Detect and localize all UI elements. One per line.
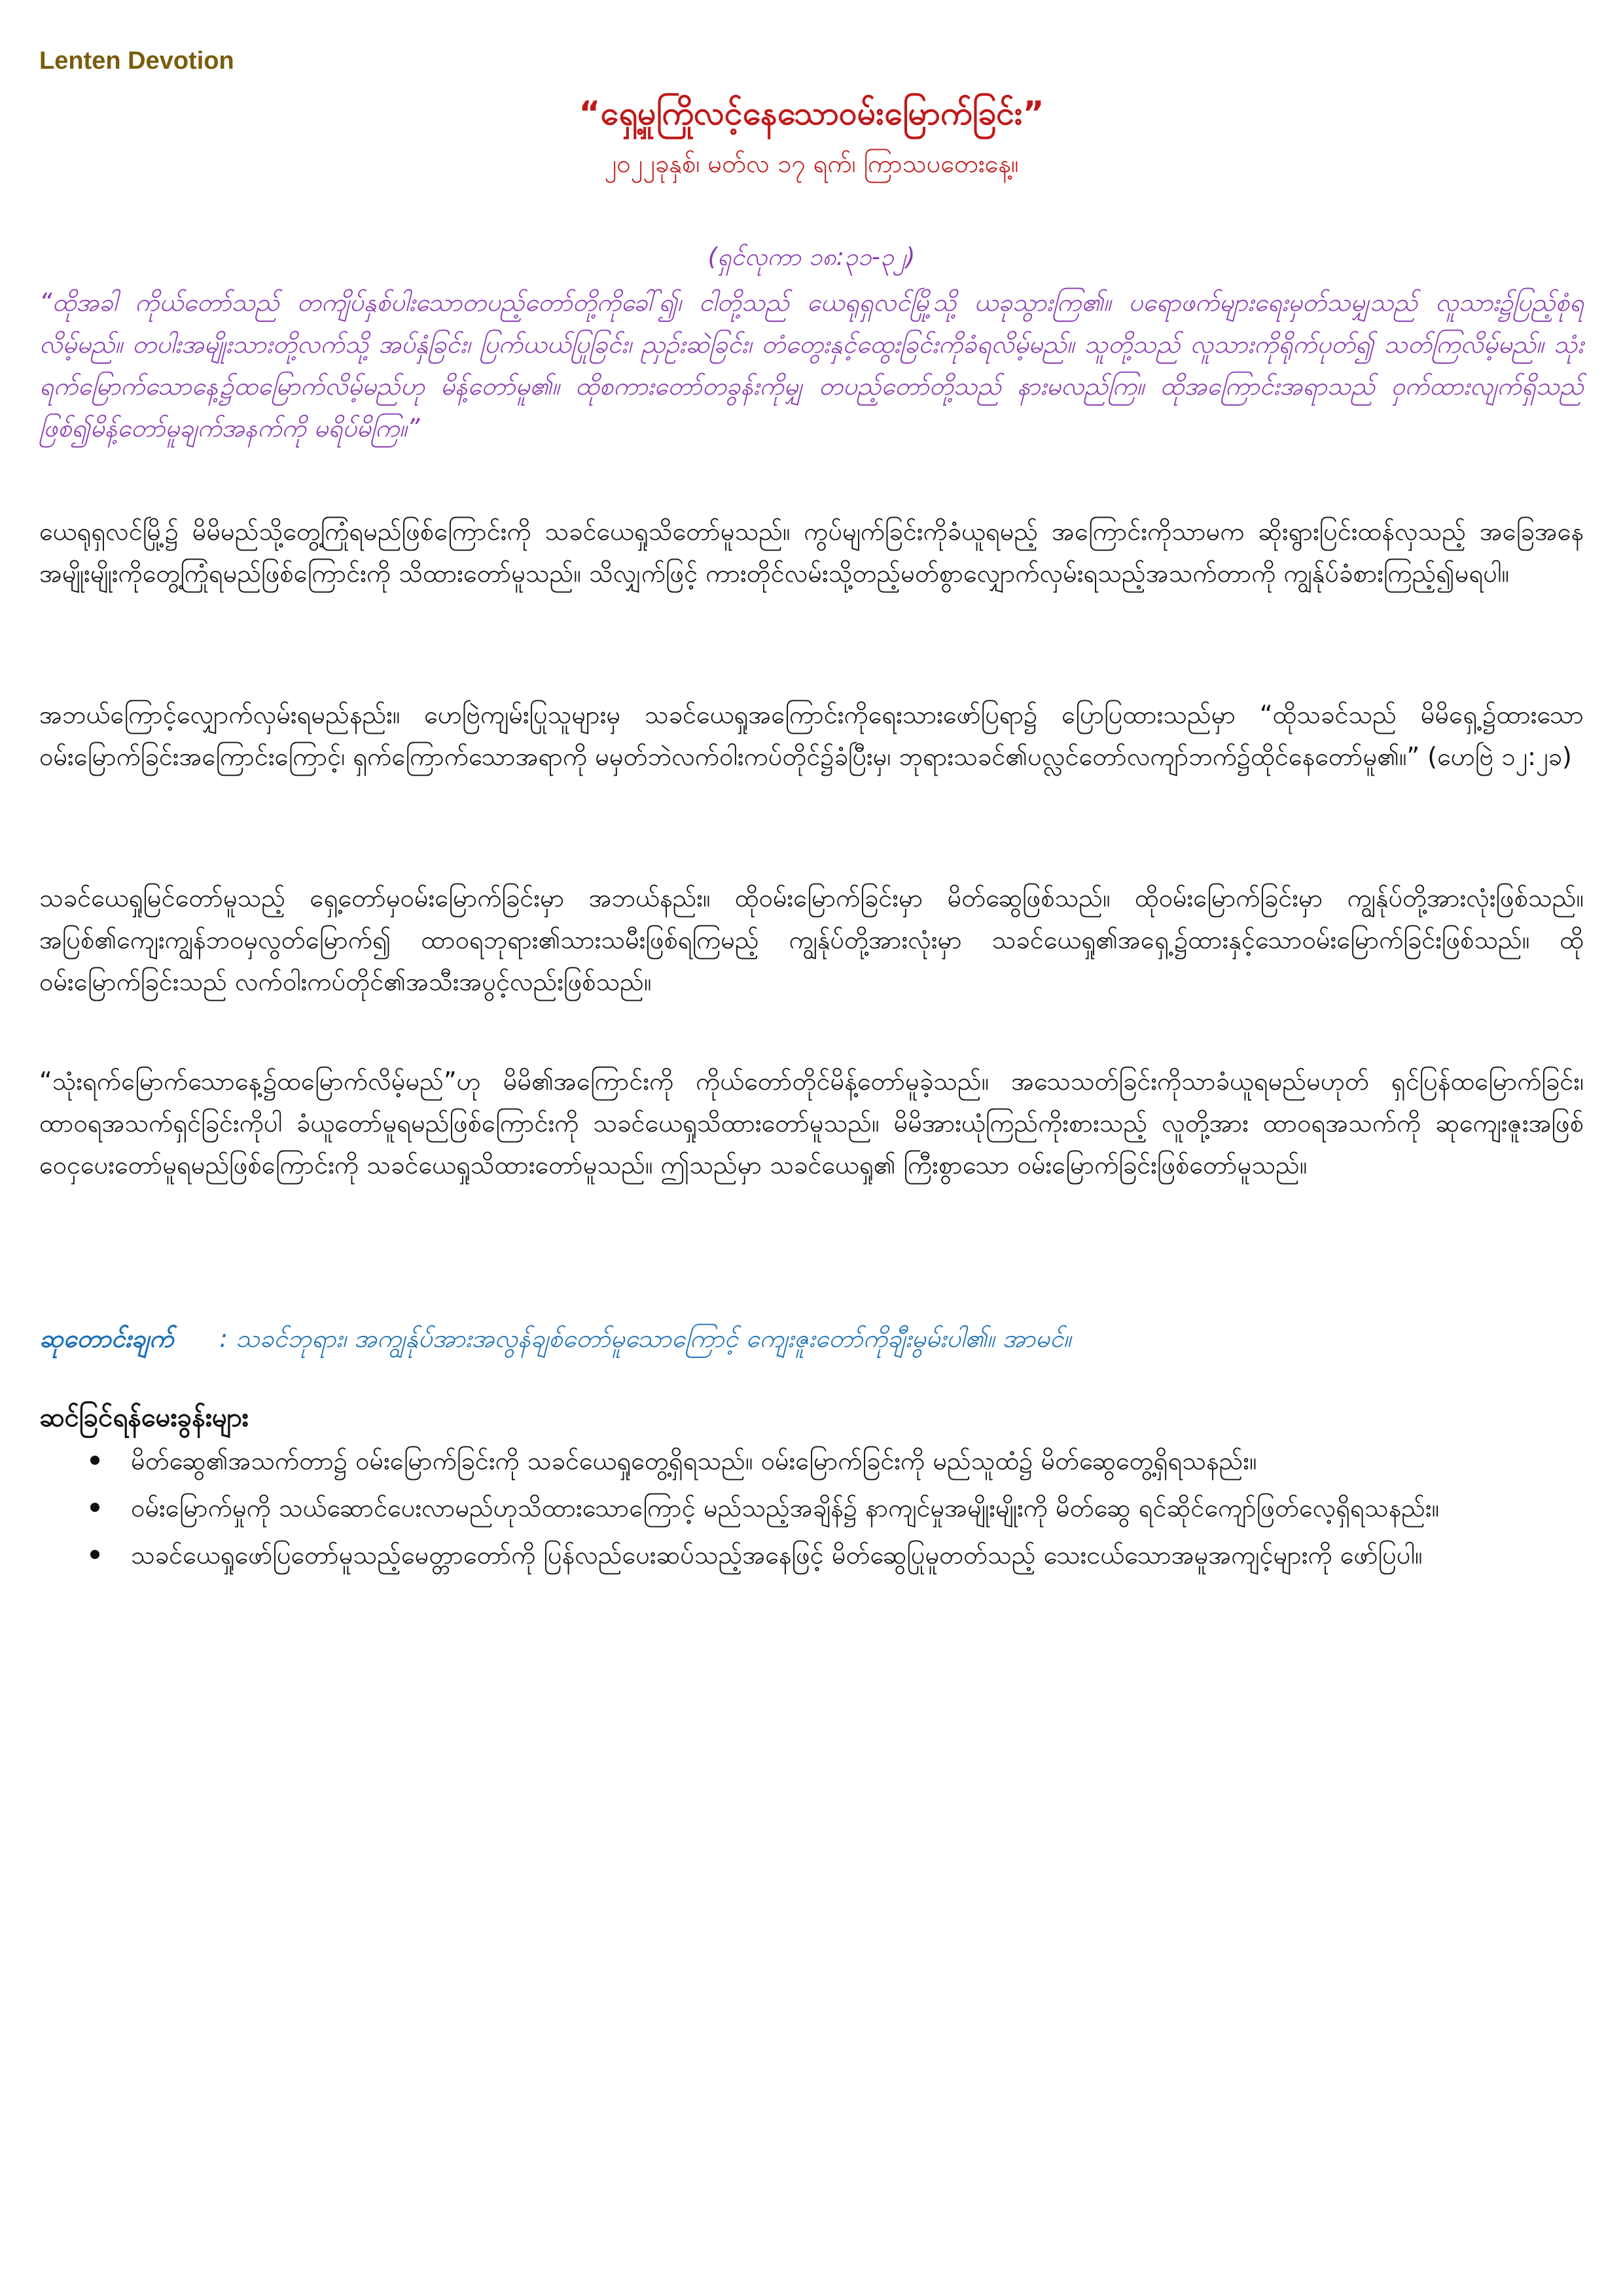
list-item bbox=[39, 1440, 1584, 1482]
body-paragraph-3: သခင်ယေရှုမြင်တော်မူသည့် ရှေ့တော်မှဝမ်းမြောက်ခြင်းမှာ အဘယ်နည်း။ ထိုဝမ်းမြောက်ခြင်းမှာ မိတ်ဆွေဖြစ်သည်။ ထိုဝမ်းမြောက်ခြင်းမှာ ကျွန်ုပ်တို့အားလုံးဖြစ်သည်။ အပြစ်၏ကျေးကျွန်ဘဝမှလွတ်မြောက်၍ ထာဝရဘုရား၏သားသမီးဖြစ်ရကြမည့် ကျွန်ုပ်တို့အားလုံးမှာ သခင်ယေရှု၏အရှေ့၌ထားနှင့်သောဝမ်းမြောက်ခြင်းဖြစ်သည်။ ထိုဝမ်းမြောက်ခြင်းသည် လက်ဝါးကပ်တိုင်၏အသီးအပွင့်လည်းဖြစ်သည်။ bbox=[39, 884, 1584, 996]
list-item bbox=[39, 1534, 1584, 1576]
reflection-questions-list bbox=[39, 1440, 1584, 1581]
body-paragraph-1: ယေရုရှလင်မြို့၌ မိမိမည်သို့တွေ့ကြုံရမည်ဖြစ်ကြောင်းကို သခင်ယေရှုသိတော်မူသည်။ ကွပ်မျက်ခြင်းကိုခံယူရမည့် အကြောင်းကိုသာမက ဆိုးရွားပြင်းထန်လှသည့် အခြေအနေအမျိုးမျိုးကိုတွေ့ကြုံရမည်ဖြစ်ကြောင်းကို သိထားတော်မူသည်။ သိလျှက်ဖြင့် ကားတိုင်လမ်းသို့တည့်မတ်စွာလျှောက်လှမ်းရသည့်အသက်တာကို ကျွန်ုပ်ခံစားကြည့်၍မရပါ။ bbox=[39, 517, 1584, 588]
prayer-label: ဆုတောင်းချက် bbox=[39, 1324, 174, 1353]
reflection-questions-heading: ဆင်ခြင်ရန်မေးခွန်းများ bbox=[39, 1403, 249, 1433]
question-text: မိတ်ဆွေ၏အသက်တာ၌ ဝမ်းမြောက်ခြင်းကို သခင်ယေရှုတွေ့ရှိရသည်။ ဝမ်းမြောက်ခြင်းကို မည်သူထံ၌ မိတ်ဆွေတွေ့ရှိရသနည်း။ bbox=[131, 1446, 1257, 1475]
prayer-text: : သခင်ဘုရား၊ အကျွန်ုပ်အားအလွန်ချစ်တော်မူသောကြောင့် ကျေးဇူးတော်ကိုချီးမွမ်းပါ၏။ အာမင်။ bbox=[219, 1324, 1071, 1353]
question-text: ဝမ်းမြောက်မှုကို သယ်ဆောင်ပေးလာမည်ဟုသိထားသောကြောင့် မည်သည့်အချိန်၌ နာကျင်မှုအမျိုးမျိုးကို မိတ်ဆွေ ရင်ဆိုင်ကျော်ဖြတ်လေ့ရှိရသနည်း။ bbox=[131, 1494, 1440, 1522]
bullet-icon bbox=[90, 1456, 99, 1465]
body-paragraph-2: အဘယ်ကြောင့်လျှောက်လှမ်းရမည်နည်း။ ဟေဗြဲကျမ်းပြုသူများမှ သခင်ယေရှုအကြောင်းကိုရေးသားဖော်ပြရာ၌ ပြောပြထားသည်မှာ “ထိုသခင်သည် မိမိရှေ့၌ထားသော ဝမ်းမြောက်ခြင်းအကြောင်းကြောင့်၊ ရှက်ကြောက်သောအရာကို မမှတ်ဘဲလက်ဝါးကပ်တိုင်၌ခံပြီးမှ၊ ဘုရားသခင်၏ပလ္လင်တော်လကျာ်ဘက်၌ထိုင်နေတော်မူ၏။” (ဟေဗြဲ ၁၂:၂ခ) bbox=[39, 700, 1584, 771]
bullet-icon bbox=[90, 1503, 99, 1512]
list-item bbox=[39, 1487, 1584, 1529]
body-paragraph-4: “သုံးရက်မြောက်သောနေ့၌ထမြောက်လိမ့်မည်”ဟု မိမိ၏အကြောင်းကို ကိုယ်တော်တိုင်မိန့်တော်မူခဲ့သည်။ အသေသတ်ခြင်းကိုသာခံယူရမည်မဟုတ် ရှင်ပြန်ထမြောက်ခြင်း၊ ထာဝရအသက်ရှင်ခြင်းကိုပါ ခံယူတော်မူရမည်ဖြစ်ကြောင်းကို သခင်ယေရှုသိထားတော်မူသည်။ မိမိအားယုံကြည်ကိုးစားသည့် လူတို့အား ထာဝရအသက်ကို ဆုကျေးဇူးအဖြစ် ဝေငှပေးတော်မူရမည်ဖြစ်ကြောင်းကို သခင်ယေရှုသိထားတော်မူသည်။ ဤသည်မှာ သခင်ယေရှု၏ ကြီးစွာသော ဝမ်းမြောက်ခြင်းဖြစ်တော်မူသည်။ bbox=[39, 1067, 1584, 1179]
scripture-reference: (ရှင်လုကာ ၁၈:၃၁-၃၂) bbox=[707, 243, 916, 271]
question-text: သခင်ယေရှုဖော်ပြတော်မူသည့်မေတ္တာတော်ကို ပြန်လည်ပေးဆပ်သည့်အနေဖြင့် မိတ်ဆွေပြုမူတတ်သည့် သေးငယ်သောအမူအကျင့်များကို ဖော်ပြပါ။ bbox=[131, 1541, 1423, 1570]
scripture-text: “ထိုအခါ ကိုယ်တော်သည် တကျိပ်နှစ်ပါးသောတပည့်တော်တို့ကိုခေါ်၍၊ ငါတို့သည် ယေရုရှလင်မြို့သို့ ယခုသွားကြ၏။ ပရောဖက်များရေးမှတ်သမျှသည် လူသား၌ပြည့်စုံရလိမ့်မည်။ တပါးအမျိုးသားတို့လက်သို့ အပ်နှံခြင်း၊ ပြက်ယယ်ပြုခြင်း၊ ညှဉ်းဆဲခြင်း၊ တံတွေးနှင့်ထွေးခြင်းကိုခံရလိမ့်မည်။ သူတို့သည် လူသားကိုရိုက်ပုတ်၍ သတ်ကြလိမ့်မည်။ သုံးရက်မြောက်သောနေ့၌ထမြောက်လိမ့်မည်ဟု မိန့်တော်မူ၏။ ထိုစကားတော်တခွန်းကိုမျှ တပည့်တော်တို့သည် နားမလည်ကြ။ ထိုအကြောင်းအရာသည် ဝှက်ထားလျက်ရှိသည်ဖြစ်၍မိန့်တော်မူချက်အနက်ကို မရိပ်မိကြ။” bbox=[39, 288, 1584, 442]
prayer-line bbox=[39, 1319, 1584, 1358]
devotion-date: ၂၀၂၂ခုနှစ်၊ မတ်လ ၁၇ ရက်၊ ကြာသပတေးနေ့။ bbox=[604, 149, 1019, 178]
devotion-title: “ရှေ့မှုကြိုလင့်နေသောဝမ်းမြောက်ခြင်း” bbox=[579, 94, 1044, 132]
bullet-icon bbox=[90, 1550, 99, 1559]
header-label: Lenten Devotion bbox=[39, 47, 234, 75]
